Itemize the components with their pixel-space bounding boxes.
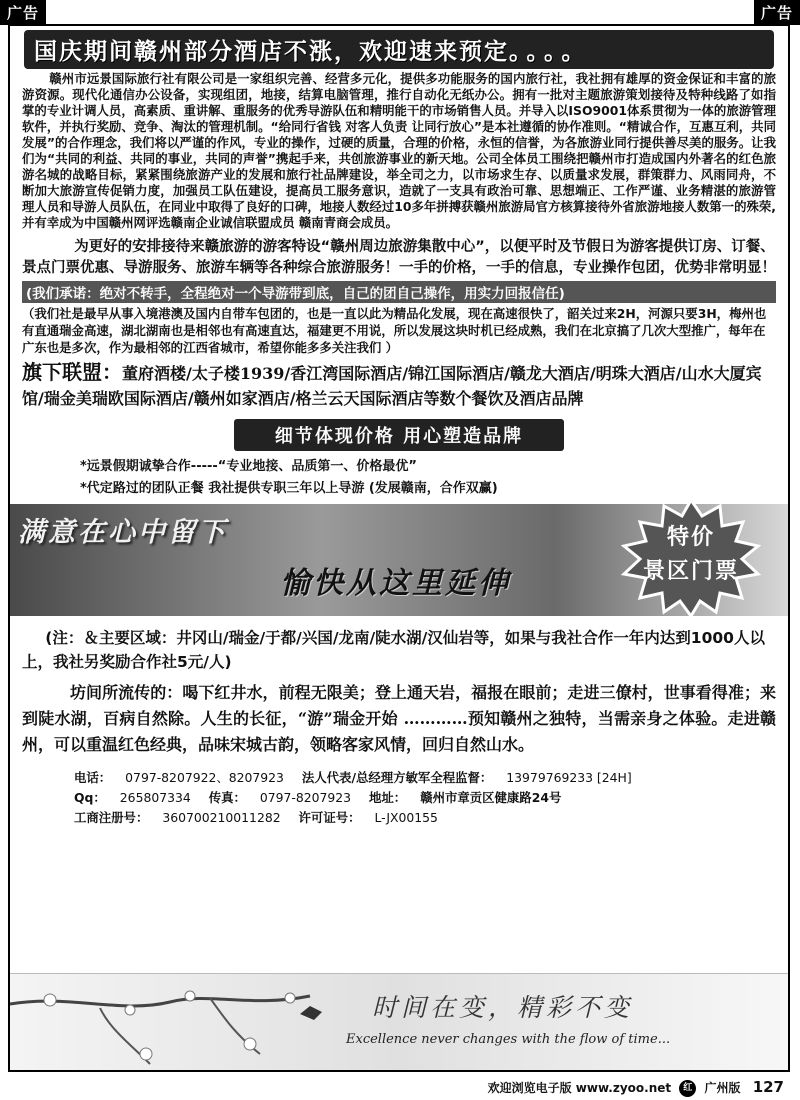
- coop-line-2: *代定路过的团队正餐 我社提供专职三年以上导游 (发展赣南，合作双赢): [80, 481, 498, 496]
- service-center-text: 为更好的安排接待来赣旅游的游客特设“赣州周边旅游集散中心”，以便平时及节假日为游客提供订房、订餐、景点门票优惠、导游服务、旅游车辆等各种综合旅游服务！一手的价格，一手的信息，专业操作包团，优势非常明显！: [22, 239, 776, 276]
- plum-blossom-icon: [10, 974, 340, 1070]
- addr-value: 赣州市章贡区健康路24号: [420, 790, 562, 805]
- headline: [24, 30, 774, 69]
- qq-label: Qq：: [74, 790, 106, 805]
- contact-block: [74, 768, 788, 828]
- badge-text-1: 特价: [666, 525, 715, 550]
- legal-label: 法人代表/总经理方敏军全程监督：: [301, 770, 493, 785]
- reg-value: 360700210011282: [162, 810, 281, 825]
- company-intro: 赣州市远景国际旅行社有限公司是一家组织完善、经营多元化，提供多功能服务的国内旅行社，我社拥有雄厚的资金保证和丰富的旅游资源。现代化通信办公设备，实现组团，地接，结算电脑管理，推行自动化无纸办公。拥有一批对主题旅游策划接待及特种线路了如指掌的专业计调人员，高素质、重讲解、重服务的优秀导游队伍和精明能干的市场销售人员。并导入以ISO9001体系贯彻为一体的旅游管理软件，并执行奖励、竞争、淘汰的管理机制。“给同行省钱 对客人负责 让同行放心”是本社遵循的协作准则。“精诚合作，互惠互利，共同发展”的合作理念，我们将以严谨的作风，专业的操作，过硬的质量，合理的价格，永恒的信誉，为各旅游业同行提供善尽美的服务。让我们为“共同的利益、共同的事业，共同的声誉”携起手来，共创旅游事业的新天地。公司全体员工围绕把赣州市打造成国内外著名的红色旅游名城的战略目标，紧紧围绕旅游产业的发展和旅行社品牌建设，举全司之力，以市场求生存、以质量求发展，群策群力、风雨同舟，不断加大旅游宣传促销力度，加强员工队伍建设，提高员工服务意识，造就了一支具有政治可靠、思想端正、工作严谨、业务精湛的旅游管理人员和导游人员队伍，在同业中取得了良好的口碑，地接人数经过10多年拼搏获赣州旅游局官方核算接待外省旅游地接人数第一的殊荣,并有幸成为中国赣州网评选赣南企业诚信联盟成员 赣南青商会成员。: [22, 71, 776, 230]
- folk-saying: 坊间所流传的：喝下红井水，前程无限美；登上通天岩，福报在眼前；走进三僚村，世事看得准；来到陡水湖，百病自然除。人生的长征，“游”瑞金开始 …………预知赣州之独特，当需亲身之体验。走进赣州，可以重温红色经典，品味宋城古韵，领略客家风情，回归自然山水。: [22, 683, 776, 754]
- coop-line-1: *远景假期诚挚合作-----“专业地接、品质第一、价格最优”: [80, 459, 417, 474]
- badge-text-2: 景区门票: [642, 559, 739, 584]
- contact-row-2: [74, 788, 788, 808]
- ad-label-left: 广告: [0, 0, 46, 25]
- note-text: （我们社是最早从事入境港澳及国内自带车包团的，也是一直以此为精品化发展，现在高速很快了，韶关过来2H，河源只要3H，梅州也有直通瑞金高速，湖北湖南也是相邻也有高速直达，福建更不用说，所以发展这块时机已经成熟，我们在北京搞了几次大型推广，每年在广东也是多次，作为最相邻的江西省城市，希望你能多多关注我们 ）: [22, 306, 767, 355]
- region-note: (注：＆主要区域：井冈山/瑞金/于都/兴国/龙南/陡水湖/汉仙岩等，如果与我社合作一年内达到1000人以上，我社另奖励合作社5元/人): [22, 629, 765, 671]
- contact-row-3: [74, 808, 788, 828]
- page-number: 127: [752, 1078, 784, 1096]
- headline-dots: 。。。。: [509, 39, 591, 65]
- reg-label: 工商注册号：: [74, 810, 149, 825]
- alliance-label: 旗下联盟：: [22, 360, 122, 384]
- contact-row-1: [74, 768, 788, 788]
- lic-label: 许可证号：: [298, 810, 361, 825]
- fax-value: 0797-8207923: [259, 790, 352, 805]
- slogan-banner: 细节体现价格 用心塑造品牌: [234, 419, 564, 451]
- phone-label: 电话：: [74, 770, 112, 785]
- promise-text: (我们承诺：绝对不转手，全程绝对一个导游带到底，自己的团自己操作，用实力回报信任): [22, 281, 776, 303]
- lic-value: L-JX00155: [374, 810, 438, 825]
- footer-slogan-en: Excellence never changes with the flow of time...: [346, 1032, 671, 1047]
- legal-phone: 13979769233 [24H]: [506, 770, 632, 785]
- phone-value: 0797-8207922、8207923: [125, 770, 284, 785]
- footer-site: 欢迎浏览电子版 www.zyoo.net: [487, 1081, 672, 1095]
- footer-text: [488, 1078, 784, 1097]
- qq-value: 265807334: [119, 790, 191, 805]
- alliance-section: [22, 360, 776, 411]
- addr-label: 地址：: [369, 790, 407, 805]
- alliance-list: 董府酒楼/太子楼1939/香江湾国际酒店/锦江国际酒店/赣龙大酒店/明珠大酒店/山水大厦宾馆/瑞金美瑞欧国际酒店/赣州如家酒店/格兰云天国际酒店等数个餐饮及酒店品牌: [22, 364, 762, 408]
- footer-edition: 广州版: [704, 1081, 741, 1095]
- banner-line-1: 满意在心中留下: [18, 517, 228, 548]
- fax-label: 传真：: [208, 790, 246, 805]
- brand-logo-icon: 红: [679, 1080, 696, 1097]
- footer-slogan-cn: 时间在变，精彩不变: [372, 993, 634, 1022]
- banner-line-2: 愉快从这里延伸: [280, 566, 511, 601]
- headline-text: 国庆期间赣州部分酒店不涨，欢迎速来预定: [34, 39, 509, 65]
- footer-banner: [10, 973, 788, 1070]
- ticket-badge: [616, 498, 766, 616]
- ad-label-right: 广告: [754, 0, 800, 25]
- ad-frame: [8, 24, 790, 1072]
- promo-banner: [10, 504, 788, 616]
- page-footer: [0, 1074, 800, 1100]
